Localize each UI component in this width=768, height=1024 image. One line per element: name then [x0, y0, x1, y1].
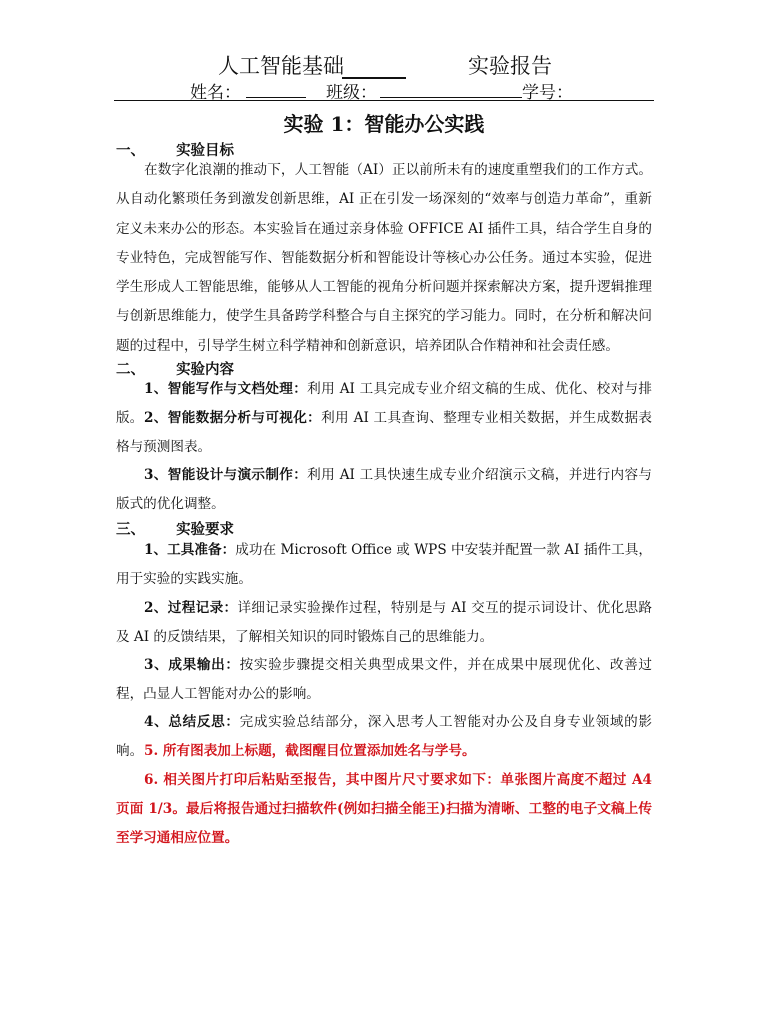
objective-paragraph: 在数字化浪潮的推动下，人工智能（AI）正以前所未有的速度重塑我们的工作方式。从自动化繁琐任务到激发创新思维，AI 正在引发一场深刻的“效率与创造力革命”，重新定义未来办公的形态。本实验旨在通过亲身体验 OFFICE AI 插件工具，结合学生自身的专业特色，完成智能写作、智能数据分析和智能设计等核心办公任务。通过本实验，促进学生形成人工智能思维，能够从人工智能的视角分析问题并探索解决方案，提升逻辑推理与创新思维能力，使学生具备跨学科整合与自主探究的学习能力。同时，在分析和解决问题的过程中，引导学生树立科学精神和创新意识，培养团队合作精神和社会责任感。 — [116, 162, 652, 354]
item-label: 1、工具准备： — [144, 542, 236, 558]
section-title: 实验要求 — [176, 521, 235, 538]
requirement-item — [116, 594, 652, 652]
course-title: 人工智能基础 — [218, 54, 344, 78]
experiment-title: 实验 1：智能办公实践 — [283, 112, 485, 136]
note-chart-titles: 5. 所有图表加上标题，截图醒目位置添加姓名与学号。 — [144, 743, 476, 759]
report-header — [0, 50, 768, 80]
student-info-row — [0, 78, 768, 102]
item-label: 4、总结反思： — [144, 714, 240, 730]
item-label: 3、智能设计与演示制作： — [144, 467, 308, 483]
item-text: 完成实验总结部分，深入思考人工智能对办公及自身专业领域的影响。 — [116, 714, 652, 759]
class-field — [380, 97, 522, 98]
item-text: 成功在 Microsoft Office 或 WPS 中安装并配置一款 AI 插件工具，用于实验的实践实施。 — [116, 542, 653, 587]
content-item — [116, 461, 652, 519]
section-title: 实验目标 — [176, 142, 235, 159]
item-text: 利用 AI 工具完成专业介绍文稿的生成、优化、校对与排版。 — [116, 381, 652, 426]
report-label: 实验报告 — [468, 54, 552, 78]
requirement-item — [116, 536, 652, 594]
note-image-requirements: 6. 相关图片打印后粘贴至报告，其中图片尺寸要求如下：单张图片高度不超过 A4 页面 1/3。最后将报告通过扫描软件(例如扫描全能王)扫描为清晰、工整的电子文稿上传至学习通相应位置。 — [116, 772, 652, 846]
item-text: 详细记录实验操作过程，特别是与 AI 交互的提示词设计、优化思路及 AI 的反馈结果，了解相关知识的同时锻炼自己的思维能力。 — [116, 600, 653, 645]
section-number: 二、 — [116, 361, 145, 378]
section-number: 三、 — [116, 521, 145, 538]
item-label: 2、智能数据分析与可视化： — [144, 410, 322, 426]
class-label: 班级： — [326, 83, 377, 103]
name-field — [246, 97, 306, 98]
item-label: 2、过程记录： — [144, 600, 238, 616]
section-title: 实验内容 — [176, 361, 235, 378]
item-text: 按实验步骤提交相关典型成果文件，并在成果中展现优化、改善过程，凸显人工智能对办公的影响。 — [116, 657, 652, 702]
requirement-item — [116, 651, 652, 709]
section-number: 一、 — [116, 142, 145, 159]
id-label: 学号： — [522, 83, 573, 103]
header-divider — [114, 100, 654, 101]
content-item — [116, 404, 652, 462]
item-label: 3、成果输出： — [144, 657, 240, 673]
name-label: 姓名： — [190, 83, 241, 103]
item-label: 1、智能写作与文档处理： — [144, 381, 308, 397]
item-text: 利用 AI 工具查询、整理专业相关数据，并生成数据表格与预测图表。 — [116, 410, 652, 455]
item-text: 利用 AI 工具快速生成专业介绍演示文稿，并进行内容与版式的优化调整。 — [116, 467, 652, 512]
